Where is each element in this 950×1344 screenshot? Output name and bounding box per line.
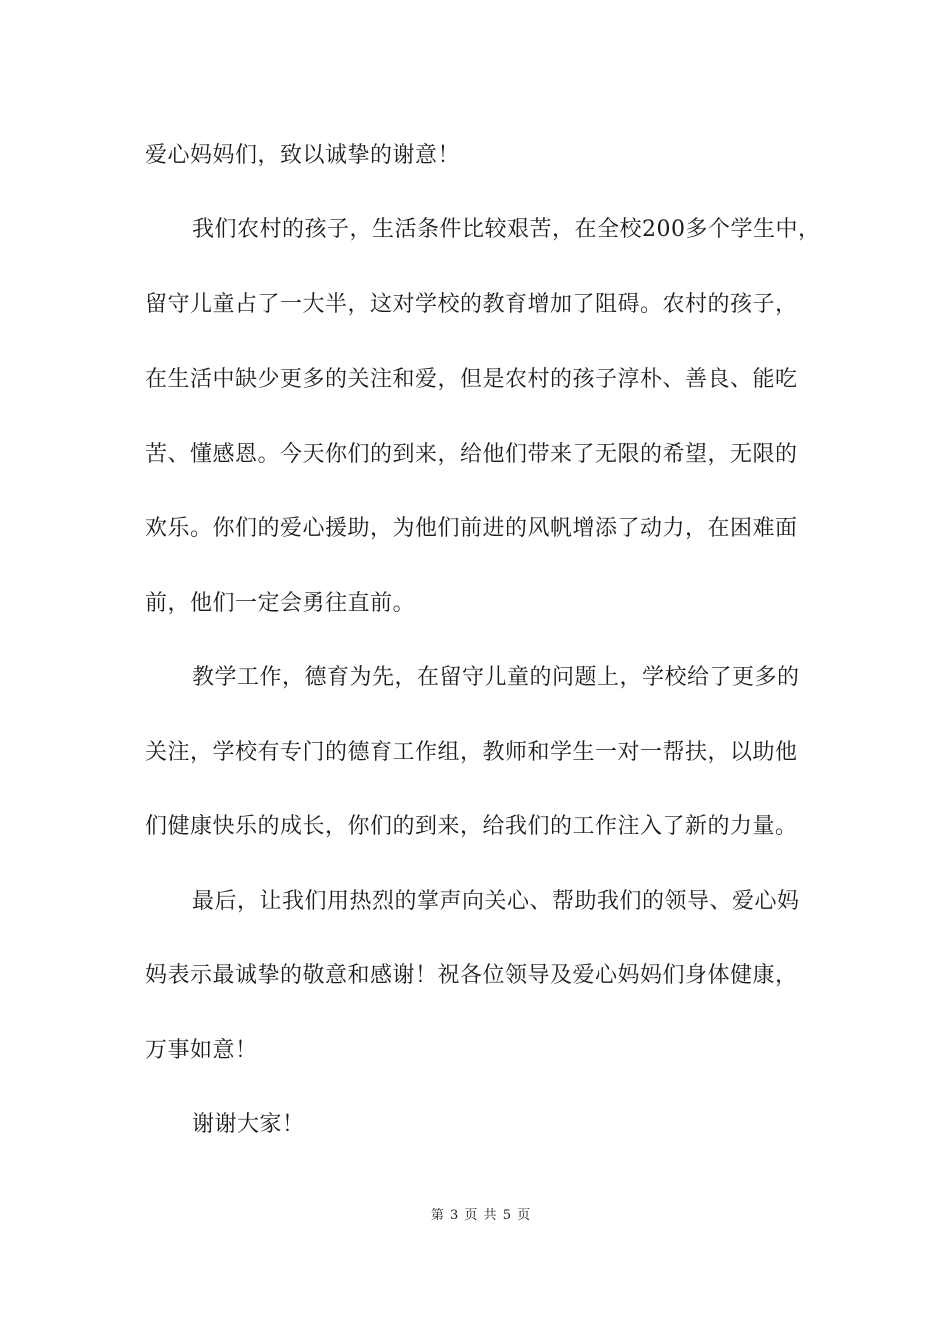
- text-line: 最后，让我们用热烈的掌声向关心、帮助我们的领导、爱心妈: [192, 889, 800, 914]
- text-line: 万事如意！: [145, 1038, 258, 1063]
- text-line: 苦、懂感恩。今天你们的到来，给他们带来了无限的希望，无限的: [145, 442, 798, 467]
- page-number-footer: 第 3 页 共 5 页: [430, 1208, 532, 1223]
- text-line: 前，他们一定会勇往直前。: [145, 591, 416, 616]
- text-line: 妈表示最诚挚的敬意和感谢！祝各位领导及爱心妈妈们身体健康，: [145, 963, 798, 988]
- text-line: 欢乐。你们的爱心援助，为他们前进的风帆增添了动力，在困难面: [145, 516, 798, 541]
- text-line: 爱心妈妈们，致以诚挚的谢意！: [145, 143, 461, 168]
- text-line: 谢谢大家！: [192, 1112, 305, 1137]
- text-line: 关注，学校有专门的德育工作组，教师和学生一对一帮扶，以助他: [145, 740, 798, 765]
- text-line: 在生活中缺少更多的关注和爱，但是农村的孩子淳朴、善良、能吃: [145, 367, 798, 392]
- text-line: 教学工作，德育为先，在留守儿童的问题上，学校给了更多的: [192, 665, 800, 690]
- text-line: 我们农村的孩子，生活条件比较艰苦，在全校200多个学生中，: [192, 217, 821, 242]
- text-line: 们健康快乐的成长，你们的到来，给我们的工作注入了新的力量。: [145, 814, 798, 839]
- text-line: 留守儿童占了一大半，这对学校的教育增加了阻碍。农村的孩子，: [145, 292, 798, 317]
